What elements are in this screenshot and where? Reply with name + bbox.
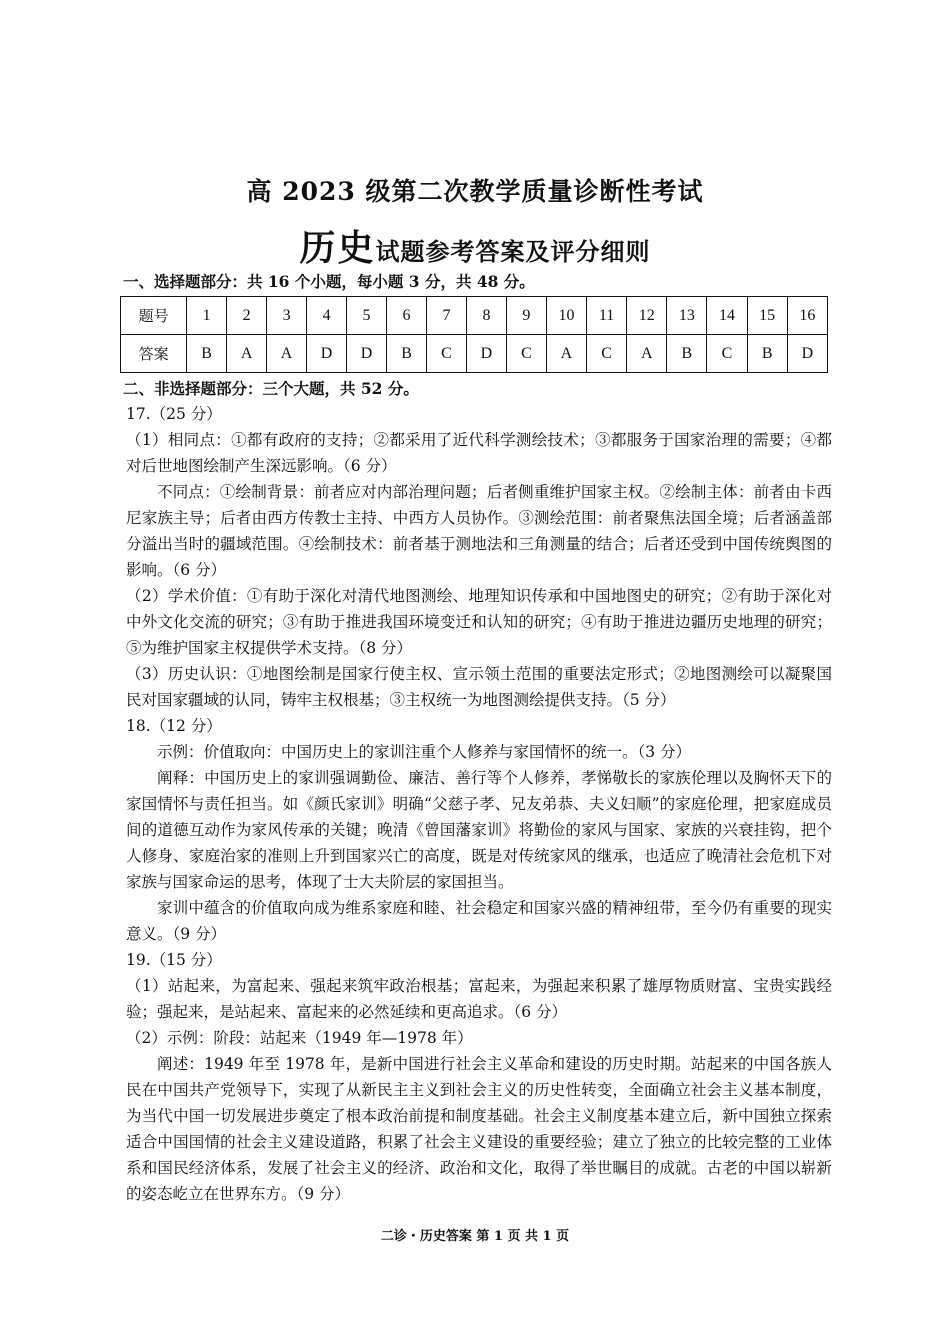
question-number: 7 <box>427 297 467 335</box>
answer-cell: B <box>667 335 707 373</box>
q17-part1: （1）相同点：①都有政府的支持；②都采用了近代科学测绘技术；③都服务于国家治理的需要；④都对后世地图绘制产生深远影响。（6 分） <box>126 431 832 475</box>
answer-cell: B <box>187 335 227 373</box>
question-number: 13 <box>667 297 707 335</box>
q18-explanation: 阐释：中国历史上的家训强调勤俭、廉洁、善行等个人修养，孝悌敬长的家族伦理以及胸怀天下的家国情怀与责任担当。如《颜氏家训》明确“父慈子孝、兄友弟恭、夫义妇顺”的家庭伦理，把家庭成员间的道德互动作为家风传承的关键；晚清《曾国藩家训》将勤俭的家风与国家、家族的兴衰挂钩，把个人修身、家庭治家的准则上升到国家兴亡的高度，既是对传统家风的继承，也适应了晚清社会危机下对家族与国家命运的思考，体现了士大夫阶层的家国担当。 <box>126 769 832 891</box>
question-number: 16 <box>787 297 827 335</box>
q18-heading: 18.（12 分） <box>126 717 222 735</box>
question-number: 2 <box>227 297 267 335</box>
row-label-answer: 答案 <box>121 335 187 373</box>
question-number: 12 <box>627 297 667 335</box>
answer-cell: C <box>707 335 747 373</box>
answer-cell: D <box>466 335 506 373</box>
answer-cell: D <box>787 335 827 373</box>
question-number: 14 <box>707 297 747 335</box>
answer-cell: A <box>546 335 586 373</box>
q17-differences: 不同点：①绘制背景：前者应对内部治理问题；后者侧重维护国家主权。②绘制主体：前者由卡西尼家族主导；后者由西方传教士主持、中西方人员协作。③测绘范围：前者聚焦法国全境；后者涵盖部分溢出当时的疆域范围。④绘制技术：前者基于测地法和三角测量的结合；后者还受到中国传统舆图的影响。（6 分） <box>126 483 832 579</box>
answer-cell: C <box>587 335 627 373</box>
answer-cell: C <box>506 335 546 373</box>
section-1-heading: 一、选择题部分：共 16 个小题，每小题 3 分，共 48 分。 <box>123 272 535 291</box>
question-number: 11 <box>587 297 627 335</box>
q17-part3: （3）历史认识：①地图绘制是国家行使主权、宣示领土范围的重要法定形式；②地图测绘可以凝聚国民对国家疆域的认同，铸牢主权根基；③主权统一为地图测绘提供支持。（5 分） <box>126 665 832 709</box>
q19-heading: 19.（15 分） <box>126 951 222 969</box>
answer-cell: B <box>747 335 787 373</box>
answer-cell: B <box>387 335 427 373</box>
question-number: 3 <box>267 297 307 335</box>
answer-cell: D <box>307 335 347 373</box>
question-number: 1 <box>187 297 227 335</box>
answer-cell: D <box>347 335 387 373</box>
answer-table <box>120 296 828 373</box>
q17-heading: 17.（25 分） <box>126 405 222 423</box>
page-footer: 二诊・历史答案 第 1 页 共 1 页 <box>380 1229 570 1244</box>
q19-part1: （1）站起来，为富起来、强起来筑牢政治根基；富起来，为强起来积累了雄厚物质财富、宝贵实践经验；强起来，是站起来、富起来的必然延续和更高追求。（6 分） <box>126 977 832 1021</box>
answer-cell: A <box>627 335 667 373</box>
question-number: 8 <box>466 297 506 335</box>
exam-title: 高 2023 级第二次教学质量诊断性考试 <box>246 177 704 206</box>
question-number-row <box>121 297 828 335</box>
answer-row <box>121 335 828 373</box>
row-label-number: 题号 <box>121 297 187 335</box>
section-2-heading: 二、非选择题部分：三个大题，共 52 分。 <box>123 379 419 398</box>
question-number: 4 <box>307 297 347 335</box>
answer-cell: A <box>227 335 267 373</box>
question-number: 10 <box>546 297 586 335</box>
subject-name: 历史 <box>299 227 376 269</box>
q17-part2: （2）学术价值：①有助于深化对清代地图测绘、地理知识传承和中国地图史的研究；②有助于深化对中外文化交流的研究；③有助于推进我国环境变迁和认知的研究；④有助于推进边疆历史地理的研究；⑤为维护国家主权提供学术支持。（8 分） <box>126 587 832 657</box>
answer-cell: C <box>427 335 467 373</box>
q18-example: 示例：价值取向：中国历史上的家训注重个人修养与家国情怀的统一。（3 分） <box>157 743 692 761</box>
question-number: 6 <box>387 297 427 335</box>
question-number: 5 <box>347 297 387 335</box>
q19-elaboration: 阐述：1949 年至 1978 年，是新中国进行社会主义革命和建设的历史时期。站起来的中国各族人民在中国共产党领导下，实现了从新民主主义到社会主义的历史性转变，全面确立社会主义基本制度，为当代中国一切发展进步奠定了根本政治前提和制度基础。社会主义制度基本建立后，新中国独立探索适合中国国情的社会主义建设道路，积累了社会主义建设的重要经验；建立了独立的比较完整的工业体系和国民经济体系，发展了社会主义的经济、政治和文化，取得了举世瞩目的成就。古老的中国以崭新的姿态屹立在世界东方。（9 分） <box>126 1055 832 1203</box>
answer-cell: A <box>267 335 307 373</box>
q19-part2-stage: （2）示例：阶段：站起来（1949 年—1978 年） <box>126 1029 473 1047</box>
q18-conclusion: 家训中蕴含的价值取向成为维系家庭和睦、社会稳定和国家兴盛的精神纽带，至今仍有重要的现实意义。（9 分） <box>126 899 832 943</box>
answer-body <box>126 401 832 1207</box>
question-number: 9 <box>506 297 546 335</box>
subtitle-text: 试题参考答案及评分细则 <box>375 237 651 266</box>
document-subtitle <box>0 220 950 271</box>
question-number: 15 <box>747 297 787 335</box>
